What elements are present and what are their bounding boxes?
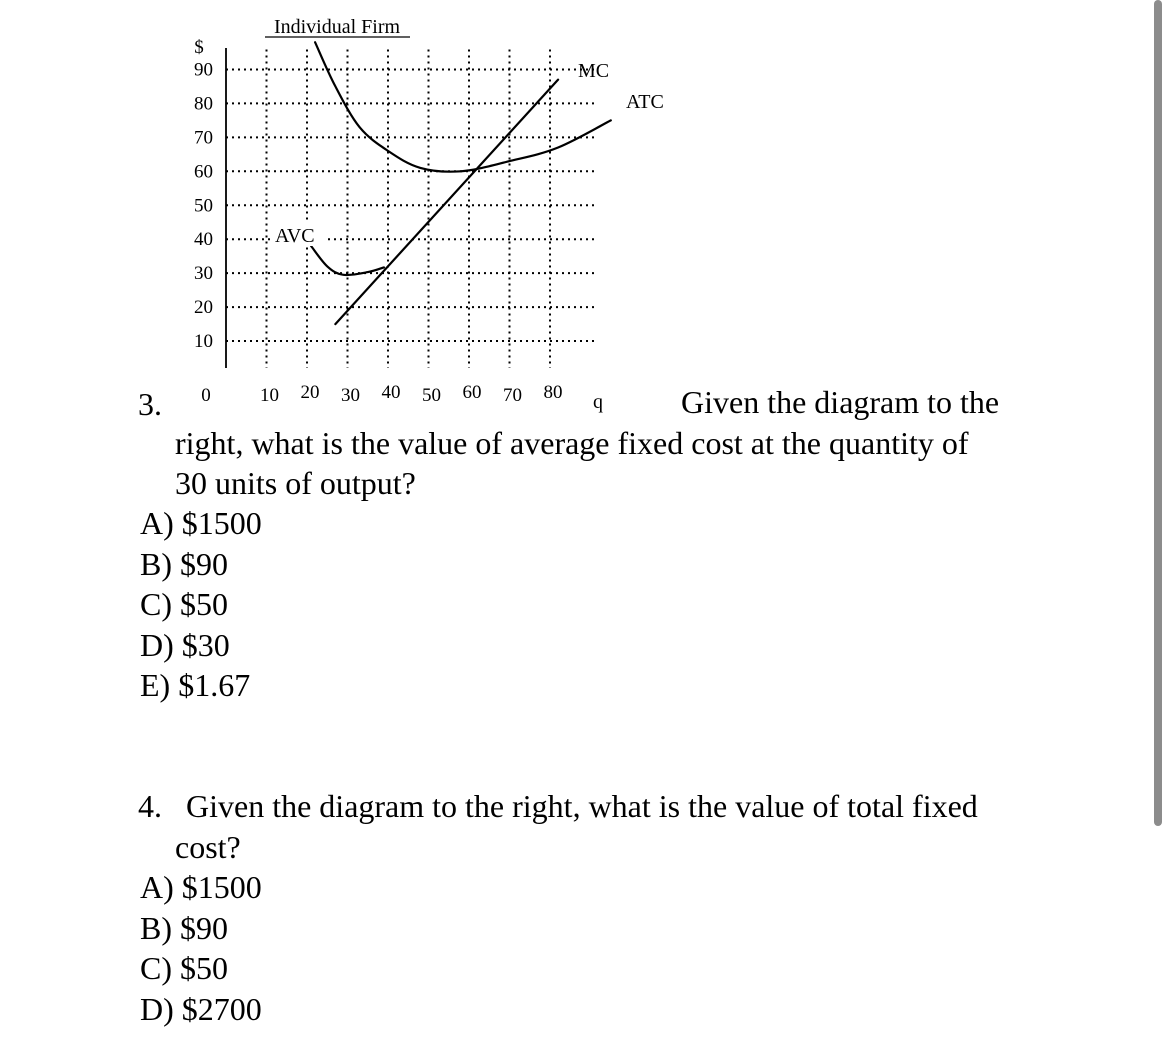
y-tick-label-40: 40 bbox=[194, 229, 213, 251]
question-3-line-3: 30 units of output? bbox=[175, 465, 416, 501]
y-tick-label-90: 90 bbox=[194, 59, 213, 81]
y-tick-label-50: 50 bbox=[194, 195, 213, 217]
question-3-option-d[interactable]: D) $30 bbox=[140, 626, 230, 663]
y-tick-label-70: 70 bbox=[194, 127, 213, 149]
x-tick-label-50: 50 bbox=[422, 385, 441, 406]
y-tick-label-30: 30 bbox=[194, 263, 213, 285]
chart-title: Individual Firm bbox=[273, 16, 401, 38]
x-tick-label-70: 70 bbox=[503, 385, 522, 406]
y-tick-label-20: 20 bbox=[194, 297, 213, 319]
question-4-options bbox=[140, 867, 262, 1029]
y-axis-label: $ bbox=[194, 37, 204, 58]
question-4-option-a[interactable]: A) $1500 bbox=[140, 869, 262, 905]
question-3-option-a[interactable]: A) $1500 bbox=[140, 505, 262, 541]
atc-curve bbox=[315, 42, 611, 171]
x-tick-label-30: 30 bbox=[341, 385, 360, 406]
x-tick-label-80: 80 bbox=[543, 382, 563, 403]
question-4-option-b[interactable]: B) $90 bbox=[140, 909, 228, 946]
axis-ticks bbox=[194, 59, 563, 406]
x-tick-label-20: 20 bbox=[300, 382, 320, 403]
scrollbar[interactable] bbox=[1154, 0, 1162, 826]
question-4-number: 4. bbox=[138, 788, 162, 824]
y-tick-label-10: 10 bbox=[194, 331, 213, 353]
question-4-option-d[interactable]: D) $2700 bbox=[140, 990, 262, 1027]
x-tick-label-10: 10 bbox=[260, 385, 279, 406]
mc-curve bbox=[335, 80, 558, 324]
x-tick-label-60: 60 bbox=[462, 382, 482, 403]
question-3-line-2: right, what is the value of average fixed cost at the quantity of bbox=[175, 425, 969, 461]
avc-label: AVC bbox=[275, 225, 315, 247]
question-3-line-1: Given the diagram to the bbox=[681, 384, 1000, 420]
atc-label: ATC bbox=[626, 91, 664, 113]
mc-label: MC bbox=[578, 60, 610, 82]
question-3-option-b[interactable]: B) $90 bbox=[140, 545, 228, 582]
question-3-option-e[interactable]: E) $1.67 bbox=[140, 667, 251, 703]
question-3-options bbox=[140, 503, 262, 706]
question-4-line-1: Given the diagram to the right, what is the value of total fixed bbox=[186, 788, 978, 824]
cost-curves-chart bbox=[0, 0, 1170, 420]
x-axis-label: q bbox=[593, 391, 603, 413]
question-4-option-c[interactable]: C) $50 bbox=[140, 950, 228, 986]
y-tick-label-80: 80 bbox=[194, 93, 213, 115]
y-tick-label-60: 60 bbox=[194, 161, 213, 183]
origin-label: 0 bbox=[201, 385, 211, 406]
x-tick-label-40: 40 bbox=[381, 382, 401, 403]
curves bbox=[311, 42, 611, 324]
question-4-line-2: cost? bbox=[175, 829, 241, 865]
question-3-option-c[interactable]: C) $50 bbox=[140, 586, 228, 622]
question-3-number: 3. bbox=[138, 386, 162, 422]
